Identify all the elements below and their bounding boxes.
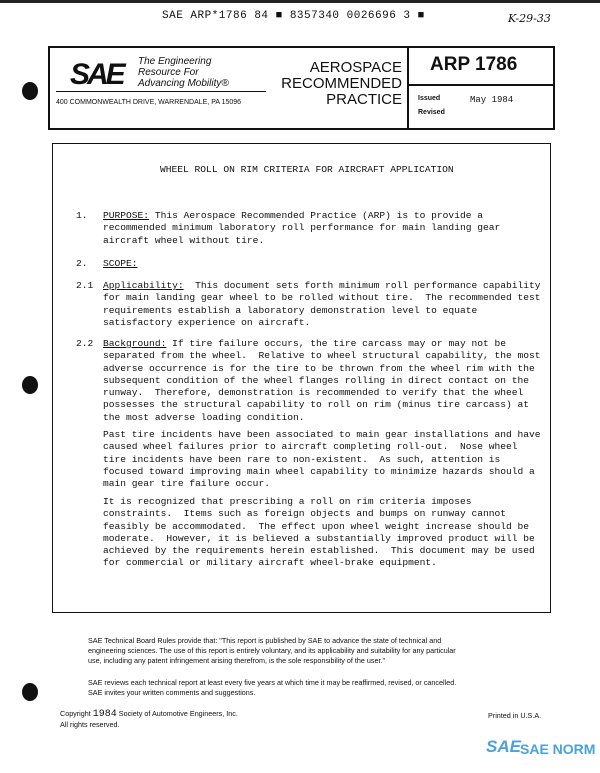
text-line: engineering sciences. The use of this report is entirely voluntary, and its applicability and suitability for any particular <box>88 646 456 655</box>
dates-labels <box>418 92 445 120</box>
text-line: runway. Therefore, demonstration is recommended to verify that the wheel <box>103 387 524 399</box>
copyright-label: Copyright <box>60 709 91 718</box>
text-line: achieved by the requirements herein established. This document may be used <box>103 545 535 557</box>
text-line: tire incidents have been rare to non-existent. As such, attention is <box>103 453 501 465</box>
document-title: WHEEL ROLL ON RIM CRITERIA FOR AIRCRAFT APPLICATION <box>160 164 454 175</box>
text-line: aircraft wheel without tire. <box>103 234 265 246</box>
sae-logo: SAE <box>70 58 123 91</box>
text-line: adverse occurrence is for the tire to be thrown from the wheel rim with the <box>103 362 535 374</box>
printed-in: Printed in U.S.A. <box>488 711 542 720</box>
text-line: the most adverse loading condition. <box>103 411 305 423</box>
copyright-holder: Society of Automotive Engineers, Inc. <box>118 709 238 718</box>
copyright <box>60 709 238 730</box>
text-line: requirements establish a laboratory demonstration level to equate <box>103 304 478 316</box>
paragraph-incidents <box>103 429 541 490</box>
text-line: recommended minimum laboratory roll performance for main landing gear <box>103 222 501 234</box>
section-number: 2. <box>76 258 88 269</box>
tagline-line: Resource For <box>138 67 199 78</box>
text-line: This Aerospace Recommended Practice (ARP) is to provide a <box>149 210 483 221</box>
text-line: SAE Technical Board Rules provide that: "This report is published by SAE to advance the state of technical and <box>88 636 442 645</box>
divider <box>56 91 266 92</box>
section-number: 2.2 <box>76 338 94 349</box>
text-line: This document sets forth minimum roll performance capability <box>183 280 541 291</box>
tagline-line: The Engineering <box>138 56 212 67</box>
divider <box>407 48 409 128</box>
section-number: 1. <box>76 210 88 221</box>
punch-hole <box>22 683 38 701</box>
text-line: constraints. Items such as foreign objects and bumps on runway cannot <box>103 508 507 520</box>
text-line: for commercial or military aircraft wheel-brake equipment. <box>103 557 437 569</box>
section-number: 2.1 <box>76 280 94 291</box>
scan-edge <box>0 0 600 3</box>
text-line: SAE invites your written comments and suggestions. <box>88 688 256 697</box>
text-line: satisfactory experience on aircraft. <box>103 316 311 328</box>
doc-type-line: AEROSPACE <box>309 59 402 76</box>
revised-label: Revised <box>418 109 445 116</box>
sae-norm-text: SAE NORM <box>520 741 596 757</box>
board-rules <box>88 636 456 666</box>
text-line: feasibly be accommodated. The effect upon wheel weight increase should be <box>103 520 530 532</box>
section-heading: Applicability: <box>103 280 184 291</box>
section-heading: Background: <box>103 338 167 349</box>
text-line: use, including any patent infringement arising therefrom, is the sole responsibility of the user." <box>88 656 385 665</box>
rights-reserved: All rights reserved. <box>60 720 120 729</box>
address: 400 COMMONWEALTH DRIVE, WARRENDALE, PA 15096 <box>56 99 242 106</box>
handwritten-note: K-29-33 <box>508 12 551 25</box>
copyright-year: 1984 <box>92 709 117 720</box>
tagline-line: Advancing Mobility® <box>138 78 229 89</box>
text-line: Past tire incidents have been associated to main gear installations and have <box>103 429 541 440</box>
text-line: main gear tire failure occur. <box>103 478 270 490</box>
text-line: possesses the structural capability to roll on rim (minus tire carcass) at <box>103 399 530 411</box>
doc-type-line: PRACTICE <box>326 91 402 108</box>
doc-type <box>260 60 402 108</box>
sae-norm-logo: SAE <box>486 737 521 756</box>
text-line: for main landing gear wheel to be rolled without tire. The recommended test <box>103 292 541 304</box>
section-heading: PURPOSE: <box>103 210 150 221</box>
tagline <box>138 56 229 89</box>
text-line: caused wheel failures prior to aircraft completing roll-out. Nose wheel <box>103 441 518 453</box>
paragraph-constraints <box>103 496 535 570</box>
text-line: SAE reviews each technical report at least every five years at which time it may be reaffirmed, revised, or cancelled. <box>88 678 457 687</box>
text-line: moderate. However, it is believed a substantially improved product will be <box>103 532 535 544</box>
doc-type-line: RECOMMENDED <box>281 75 402 92</box>
review-notice <box>88 678 456 698</box>
issued-label: Issued <box>418 95 441 102</box>
punch-hole <box>22 376 38 394</box>
text-line: subsequent condition of the wheel flanges rolling in direct contact on the <box>103 374 530 386</box>
punch-hole <box>22 82 38 100</box>
doc-number: ARP 1786 <box>430 54 518 75</box>
text-line: separated from the wheel. Relative to wheel structural capability, the most <box>103 350 541 362</box>
section-applicability <box>103 280 541 329</box>
issued-date: May 1984 <box>470 95 514 105</box>
header-box <box>48 46 555 130</box>
document-code: SAE ARP*1786 84 ■ 8357340 0026696 3 ■ <box>162 10 425 22</box>
section-background <box>103 338 541 424</box>
text-line: focused toward improving main wheel capability to minimize hazards should a <box>103 465 535 477</box>
divider <box>407 84 553 86</box>
section-heading: SCOPE: <box>103 258 138 269</box>
text-line: If tire failure occurs, the tire carcass may or may not be <box>166 338 507 349</box>
section-purpose <box>103 210 500 247</box>
text-line: It is recognized that prescribing a roll on rim criteria imposes <box>103 496 472 507</box>
